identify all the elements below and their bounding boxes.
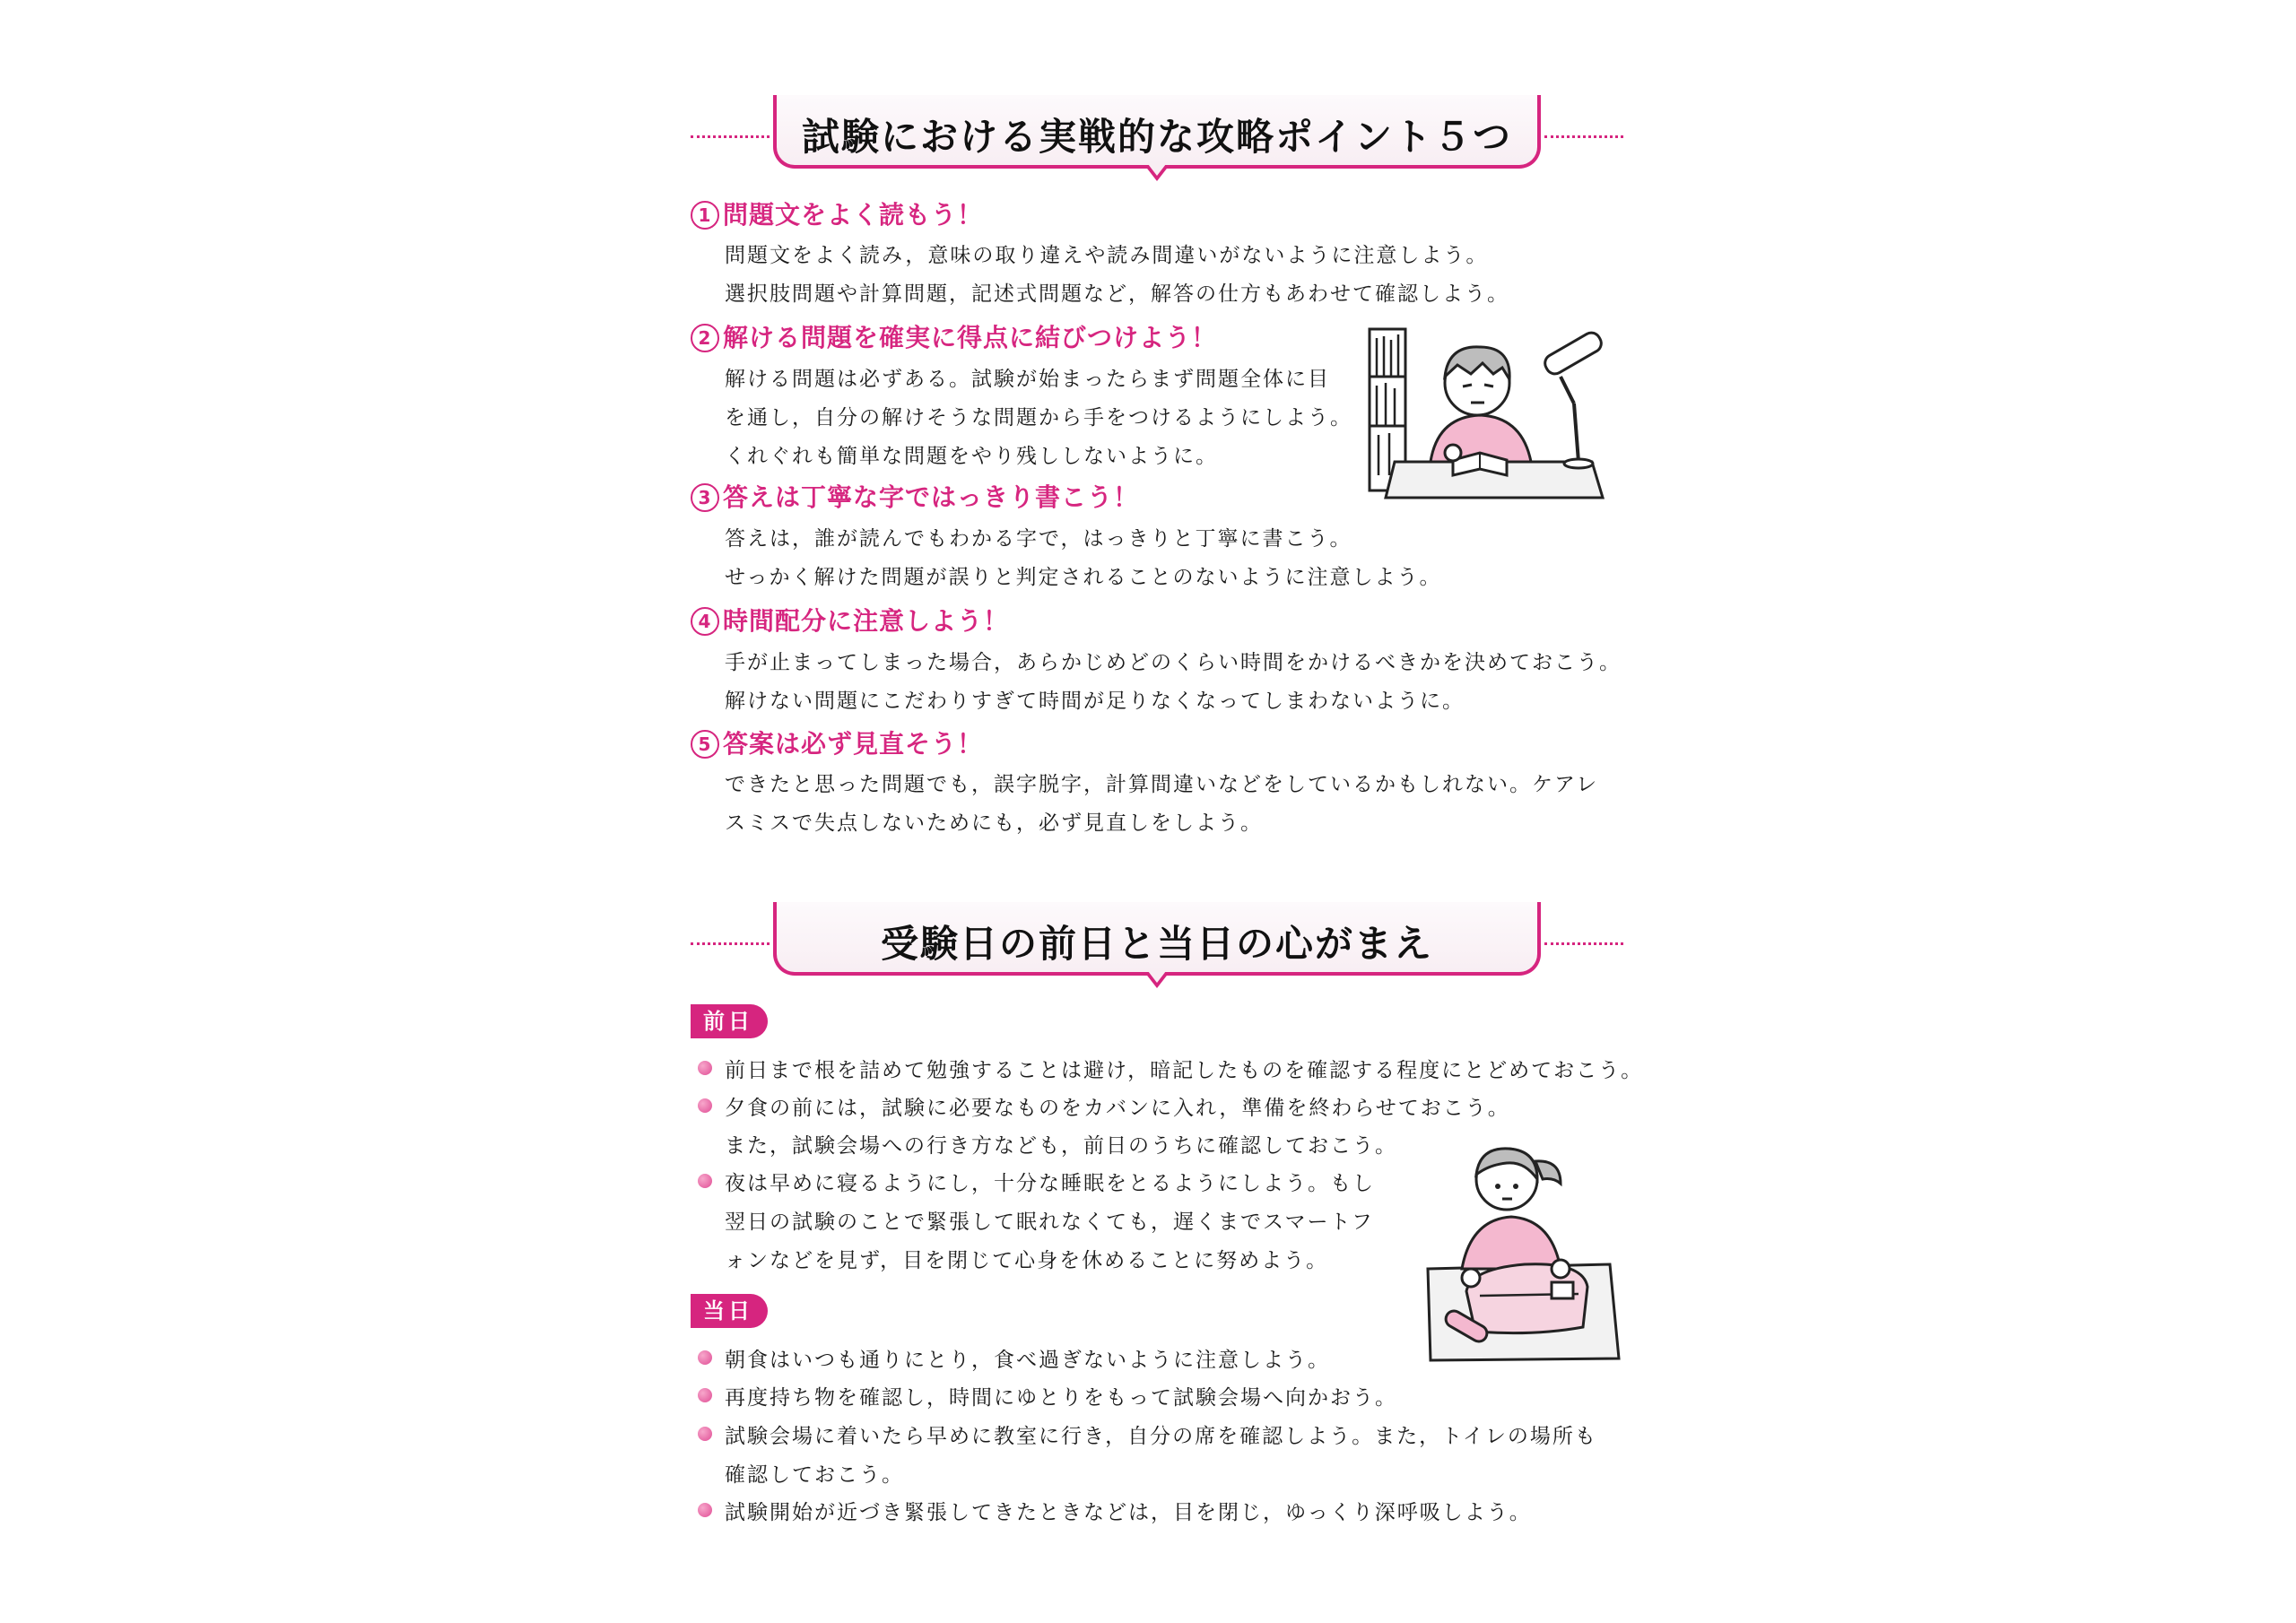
point-3-heading-text: 答えは丁寧な字ではっきり書こう！ [723, 482, 1140, 512]
bullet [698, 1098, 712, 1113]
point-1-line-2: 選択肢問題や計算問題，記述式問題など，解答の仕方もあわせて確認しよう。 [725, 282, 1509, 306]
point-2-heading [691, 318, 1217, 354]
point-1-number: 1 [691, 201, 719, 230]
point-1-heading [691, 195, 983, 231]
point-2-line-2: を通し，自分の解けそうな問題から手をつけるようにしよう。 [725, 406, 1352, 430]
toujitsu-item-3-line-1: 試験会場に着いたら早めに教室に行き，自分の席を確認しよう。また，トイレの場所も [725, 1425, 1597, 1448]
point-5-heading-text: 答案は必ず見直そう！ [723, 729, 984, 759]
header-dots-left [691, 942, 770, 945]
point-3-line-1: 答えは，誰が読んでもわかる字で，はっきりと丁寧に書こう。 [725, 527, 1352, 551]
point-2-heading-text: 解ける問題を確実に得点に結びつけよう！ [723, 323, 1218, 352]
point-5-heading [691, 725, 983, 760]
header-dots-right [1544, 942, 1623, 945]
section1-header [691, 95, 1623, 203]
zenjitsu-item-3-line-1: 夜は早めに寝るようにし，十分な睡眠をとるようにしよう。もし [725, 1172, 1375, 1195]
bullet [698, 1388, 712, 1402]
point-4-heading-text: 時間配分に注意しよう！ [723, 606, 1010, 636]
toujitsu-item-2-line-1: 再度持ち物を確認し，時間にゆとりをもって試験会場へ向かおう。 [725, 1386, 1397, 1410]
zenjitsu-item-2-line-2: また，試験会場への行き方なども，前日のうちに確認しておこう。 [725, 1134, 1397, 1158]
point-5-number: 5 [691, 730, 719, 759]
point-2-line-3: くれぐれも簡単な問題をやり残ししないように。 [725, 445, 1218, 468]
point-4-heading [691, 602, 1009, 638]
section2-header [691, 902, 1623, 1010]
point-1-line-1: 問題文をよく読み，意味の取り違えや読み間違いがないように注意しよう。 [725, 244, 1489, 267]
section2-title: 受験日の前日と当日の心がまえ [880, 922, 1433, 966]
section1-title: 試験における実戦的な攻略ポイント５つ [801, 115, 1512, 159]
zenjitsu-item-1-line-1: 前日まで根を詰めて勉強することは避け，暗記したものを確認する程度にとどめておこう。 [725, 1059, 1644, 1082]
bullet [698, 1503, 712, 1517]
toujitsu-item-4-line-1: 試験開始が近づき緊張してきたときなどは，目を閉じ，ゆっくり深呼吸しよう。 [725, 1501, 1532, 1524]
bullet [698, 1061, 712, 1075]
bullet [698, 1427, 712, 1441]
toujitsu-item-3-line-2: 確認しておこう。 [725, 1463, 904, 1487]
header-box [773, 95, 1541, 169]
header-dots-right [1544, 135, 1623, 138]
boy-studying-illustration [1368, 327, 1610, 507]
tag-toujitsu: 当日 [691, 1294, 768, 1328]
point-5-line-2: スミスで失点しないためにも，必ず見直しをしよう。 [725, 812, 1263, 835]
girl-packing-illustration [1426, 1134, 1623, 1367]
point-5-line-1: できたと思った問題でも，誤字脱字，計算間違いなどをしているかもしれない。ケアレ [725, 773, 1599, 796]
bullet [698, 1174, 712, 1188]
point-3-line-2: せっかく解けた問題が誤りと判定されることのないように注意しよう。 [725, 566, 1442, 589]
point-1-heading-text: 問題文をよく読もう！ [723, 200, 984, 230]
header-box [773, 902, 1541, 976]
point-3-number: 3 [691, 483, 719, 512]
zenjitsu-item-2-line-1: 夕食の前には，試験に必要なものをカバンに入れ，準備を終わらせておこう。 [725, 1097, 1510, 1120]
toujitsu-item-1-line-1: 朝食はいつも通りにとり，食べ過ぎないように注意しよう。 [725, 1349, 1330, 1372]
point-4-number: 4 [691, 607, 719, 636]
zenjitsu-item-3-line-3: ォンなどを見ず，目を閉じて心身を休めることに努めよう。 [725, 1249, 1329, 1272]
point-2-number: 2 [691, 324, 719, 352]
point-4-line-2: 解けない問題にこだわりすぎて時間が足りなくなってしまわないように。 [725, 690, 1465, 713]
tag-zenjitsu: 前日 [691, 1004, 768, 1038]
zenjitsu-item-3-line-2: 翌日の試験のことで緊張して眠れなくても，遅くまでスマートフ [725, 1211, 1374, 1234]
header-dots-left [691, 135, 770, 138]
point-4-line-1: 手が止まってしまった場合，あらかじめどのくらい時間をかけるべきかを決めておこう。 [725, 651, 1622, 674]
point-3-heading [691, 478, 1139, 514]
bullet [698, 1350, 712, 1365]
point-2-line-1: 解ける問題は必ずある。試験が始まったらまず問題全体に目 [725, 368, 1330, 391]
